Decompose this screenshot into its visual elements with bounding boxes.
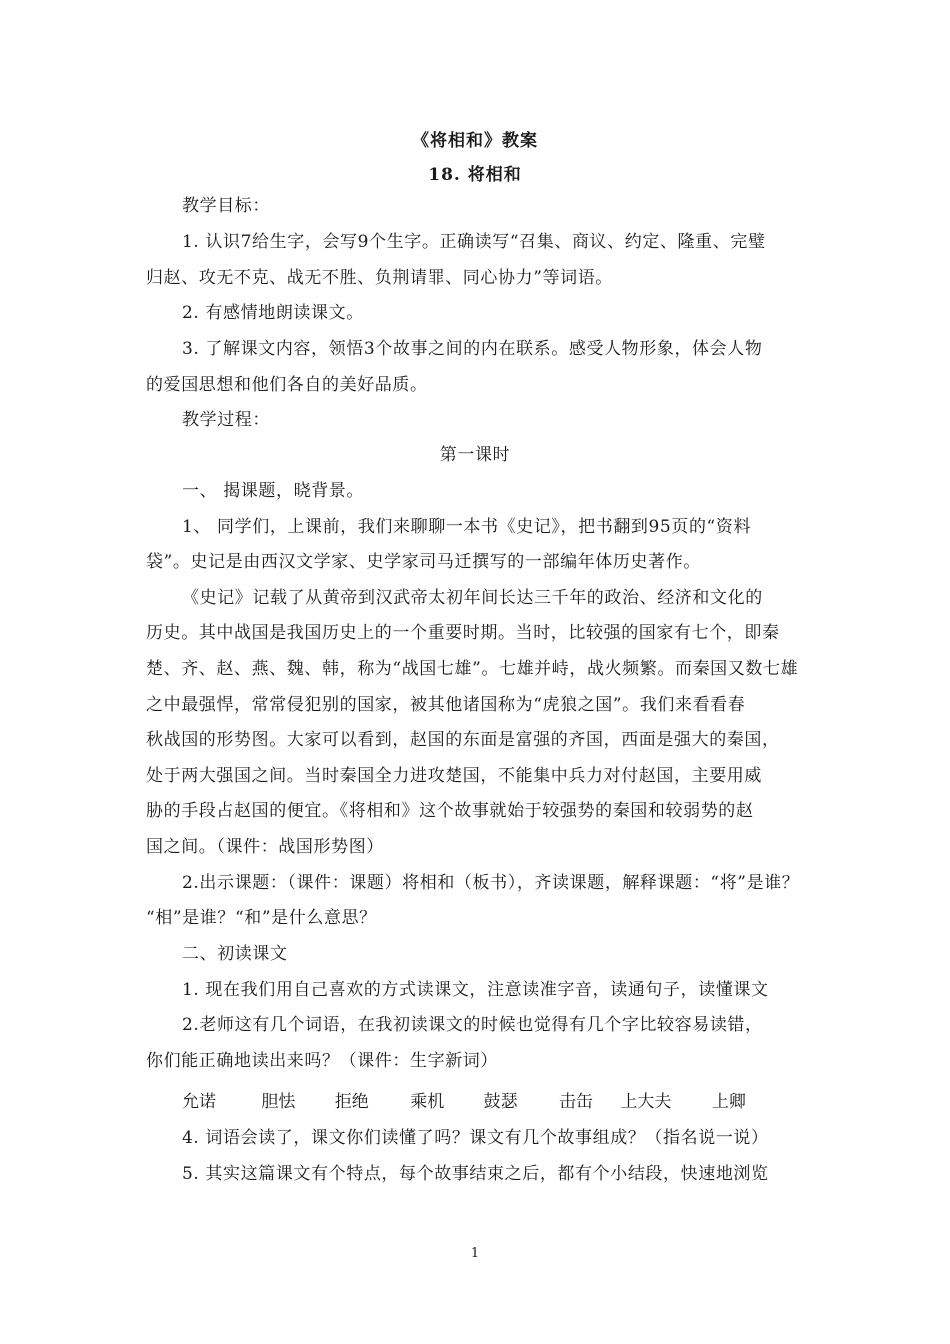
text-line: 《史记》记载了从黄帝到汉武帝太初年间长达三千年的政治、经济和文化的 (182, 588, 763, 608)
section-heading: 第一课时 (439, 445, 511, 465)
text-line: 3. 了解课文内容，领悟3个故事之间的内在联系。感受人物形象，体会人物 (182, 339, 763, 359)
text-line: 5. 其实这篇课文有个特点，每个故事结束之后，都有个小结段，快速地浏览 (182, 1164, 769, 1184)
text-line: 袋”。史记是由西汉文学家、史学家司马迁撰写的一部编年体历史著作。 (146, 552, 701, 572)
vocab-word: 击缶 (559, 1092, 594, 1112)
vocab-word-list (182, 1090, 810, 1114)
vocab-word: 胆怯 (261, 1092, 296, 1112)
text-line: 一、 揭课题，晓背景。 (182, 481, 365, 501)
text-line: 1. 认识7给生字，会写9个生字。正确读写“召集、商议、约定、隆重、完璧 (182, 232, 766, 252)
text-line: 归赵、攻无不克、战无不胜、负荆请罪、同心协力”等词语。 (146, 268, 613, 288)
vocab-word: 上卿 (711, 1092, 746, 1112)
text-line: 楚、齐、赵、燕、魏、韩，称为“战国七雄”。七雄并峙，战火频繁。而秦国又数七雄 (146, 659, 799, 679)
text-line: 1、 同学们，上课前，我们来聊聊一本书《史记》，把书翻到95页的“资料 (182, 517, 752, 537)
text-line: 教学过程： (182, 410, 270, 430)
text-line: 你们能正确地读出来吗？（课件：生字新词） (146, 1051, 498, 1071)
vocab-word: 鼓瑟 (483, 1092, 518, 1112)
text-line: 2.出示课题：（课件：课题）将相和（板书），齐读课题，解释课题：“将”是谁？ (182, 873, 800, 893)
text-line: 的爱国思想和他们各自的美好品质。 (146, 375, 428, 395)
text-line: 4. 词语会读了，课文你们读懂了吗？课文有几个故事组成？（指名说一说） (182, 1128, 769, 1148)
text-line: 之中最强悍，常常侵犯别的国家，被其他诸国称为“虎狼之国”。我们来看看春 (146, 695, 746, 715)
page-number: 1 (470, 1246, 480, 1261)
text-line: 教学目标： (182, 196, 270, 216)
text-line: 历史。其中战国是我国历史上的一个重要时期。当时，比较强的国家有七个，即秦 (146, 623, 780, 643)
text-line: 国之间。（课件：战国形势图） (146, 837, 384, 857)
text-line: 1. 现在我们用自己喜欢的方式读课文，注意读准字音，读通句子，读懂课文 (182, 980, 769, 1000)
vocab-word: 允诺 (182, 1092, 216, 1112)
text-line: 2. 有感情地朗读课文。 (182, 303, 364, 323)
text-line: 胁的手段占赵国的便宜。《将相和》这个故事就始于较强势的秦国和较弱势的赵 (146, 801, 754, 821)
document-title: 《将相和》教案 (412, 131, 538, 151)
text-line: 2.老师这有几个词语，在我初读课文的时候也觉得有几个字比较容易读错， (182, 1015, 763, 1035)
vocab-word: 上大夫 (620, 1092, 672, 1112)
text-line: 处于两大强国之间。当时秦国全力进攻楚国，不能集中兵力对付赵国，主要用威 (146, 766, 762, 786)
vocab-word: 拒绝 (334, 1092, 369, 1112)
lesson-heading: 18. 将相和 (428, 165, 522, 185)
vocab-word: 乘机 (410, 1092, 445, 1112)
text-line: 二、初读课文 (182, 944, 288, 964)
text-line: 秋战国的形势图。大家可以看到，赵国的东面是富强的齐国，西面是强大的秦国， (146, 730, 780, 750)
text-line: “相”是谁？“和”是什么意思？ (146, 908, 377, 928)
